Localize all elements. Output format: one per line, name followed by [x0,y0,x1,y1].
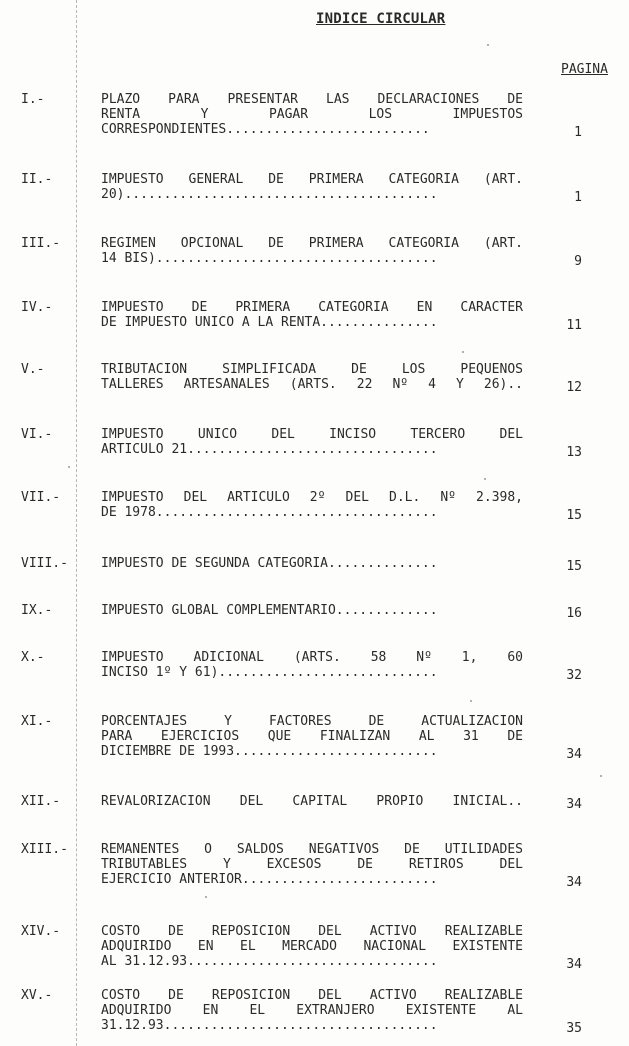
entry-number: VIII.- [21,556,68,571]
entry-line: PORCENTAJES Y FACTORES DE ACTUALIZACION [101,714,523,729]
entry-description [101,988,523,1033]
entry-page-number: 34 [566,875,582,890]
entry-line: COSTO DE REPOSICION DEL ACTIVO REALIZABLE [101,924,523,939]
entry-line: IMPUESTO GLOBAL COMPLEMENTARIO............. [101,603,438,618]
entry-description [101,603,523,618]
entry-line: PLAZO PARA PRESENTAR LAS DECLARACIONES DE [101,92,523,107]
entry-line: DE IMPUESTO UNICO A LA RENTA............... [101,315,438,330]
scan-speck [462,351,464,353]
entry-line: ARTICULO 21................................ [101,442,438,457]
entry-page-number: 34 [566,797,582,812]
entry-number: IX.- [21,603,53,618]
entry-line: EJERCICIO ANTERIOR......................... [101,872,438,887]
entry-line: DICIEMBRE DE 1993.......................... [101,744,438,759]
entry-line: REMANENTES O SALDOS NEGATIVOS DE UTILIDADES [101,842,523,857]
scan-speck [484,478,486,480]
entry-number: XI.- [21,714,53,729]
entry-page-number: 1 [574,125,582,140]
entry-line: CORRESPONDIENTES.......................... [101,122,430,137]
entry-number: III.- [21,236,61,251]
entry-description [101,924,523,969]
entry-page-number: 32 [566,668,582,683]
entry-line: REGIMEN OPCIONAL DE PRIMERA CATEGORIA (ART. [101,236,523,251]
entry-line: IMPUESTO ADICIONAL (ARTS. 58 Nº 1, 60 [101,650,523,665]
entry-description [101,92,523,137]
entry-number: XV.- [21,988,53,1003]
entry-description [101,650,523,680]
entry-description [101,236,523,266]
entry-line: TRIBUTABLES Y EXCESOS DE RETIROS DEL [101,857,523,872]
entry-number: XII.- [21,794,61,809]
entry-line: 14 BIS).................................... [101,251,438,266]
entry-line: IMPUESTO DE SEGUNDA CATEGORIA.............. [101,556,438,571]
entry-page-number: 34 [566,747,582,762]
entry-number: V.- [21,362,45,377]
entry-line: IMPUESTO UNICO DEL INCISO TERCERO DEL [101,427,523,442]
entry-description [101,842,523,887]
entry-description [101,556,523,571]
entry-number: X.- [21,650,45,665]
entry-page-number: 34 [566,957,582,972]
entry-page-number: 15 [566,508,582,523]
entry-number: I.- [21,92,45,107]
entry-description [101,172,523,202]
entry-line: TRIBUTACION SIMPLIFICADA DE LOS PEQUEÑOS [101,362,523,377]
page-title: INDICE CIRCULAR [316,11,446,27]
entry-line: INCISO 1º Y 61)............................ [101,665,438,680]
entry-line: IMPUESTO DE PRIMERA CATEGORIA EN CARACTER [101,300,523,315]
entry-page-number: 11 [566,318,582,333]
scan-speck [600,775,602,777]
entry-number: VII.- [21,490,61,505]
entry-page-number: 13 [566,445,582,460]
entry-description [101,490,523,520]
entry-page-number: 9 [574,254,582,269]
entry-page-number: 1 [574,190,582,205]
entry-number: XIV.- [21,924,61,939]
entry-description [101,300,523,330]
entry-line: TALLERES ARTESANALES (ARTS. 22 Nº 4 Y 26).. [101,377,523,392]
scan-speck [470,700,472,702]
entry-description [101,714,523,759]
entry-number: VI.- [21,427,53,442]
scan-speck [205,896,207,898]
entry-line: 31.12.93................................... [101,1018,438,1033]
entry-description [101,427,523,457]
entry-line: 20)........................................ [101,187,438,202]
entry-description [101,362,523,392]
entry-line: PARA EJERCICIOS QUE FINALIZAN AL 31 DE [101,729,523,744]
entry-page-number: 35 [566,1021,582,1036]
entry-description [101,794,523,809]
entry-line: IMPUESTO GENERAL DE PRIMERA CATEGORIA (ART. [101,172,523,187]
entry-line: DE 1978.................................... [101,505,438,520]
entry-number: XIII.- [21,842,68,857]
entry-line: COSTO DE REPOSICION DEL ACTIVO REALIZABLE [101,988,523,1003]
entry-page-number: 15 [566,559,582,574]
entry-line: ADQUIRIDO EN EL EXTRANJERO EXISTENTE AL [101,1003,523,1018]
entry-line: AL 31.12.93................................ [101,954,438,969]
margin-fold-line [76,0,77,1046]
entry-number: II.- [21,172,53,187]
entry-line: REVALORIZACION DEL CAPITAL PROPIO INICIAL.. [101,794,523,809]
entry-line: ADQUIRIDO EN EL MERCADO NACIONAL EXISTENTE [101,939,523,954]
entry-page-number: 12 [566,380,582,395]
entry-line: RENTA Y PAGAR LOS IMPUESTOS [101,107,523,122]
entry-page-number: 16 [566,606,582,621]
page-column-header: PAGINA [561,62,608,77]
entry-line: IMPUESTO DEL ARTICULO 2º DEL D.L. Nº 2.398, [101,490,523,505]
scan-speck [487,44,489,46]
scan-speck [68,466,70,468]
entry-number: IV.- [21,300,53,315]
